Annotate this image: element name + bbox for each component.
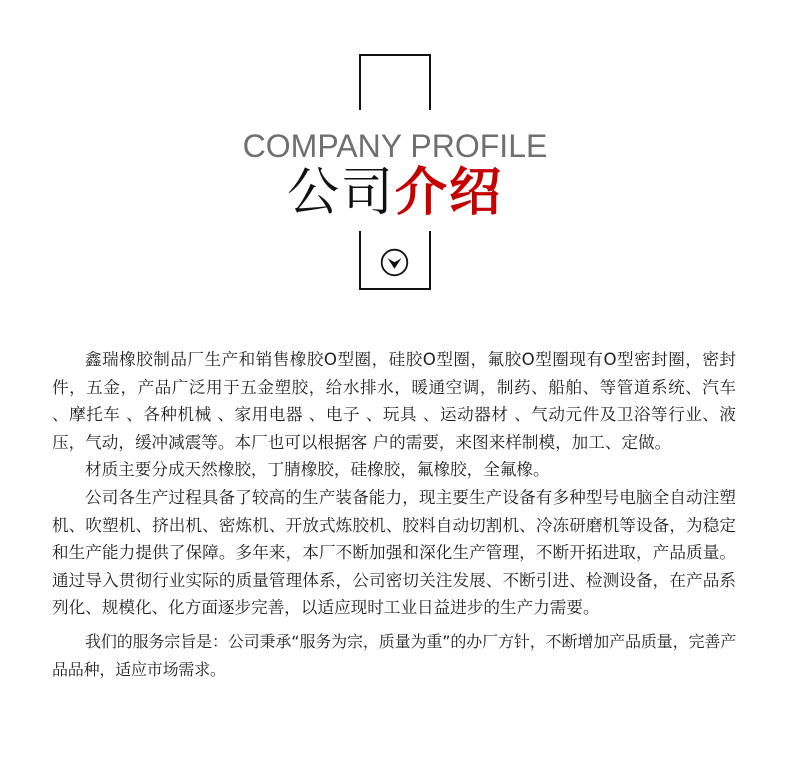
chevron-down-circle-icon[interactable] — [380, 248, 409, 277]
paragraph-intro: 鑫瑞橡胶制品厂生产和销售橡胶O型圈，硅胶O型圈，氟胶O型圈现有O型密封圈，密封件，五金，产品广泛用于五金塑胶，给水排水，暖通空调，制药、船舶、等管道系统、汽车 、摩托车 、各种机械 、家用电器 、电子 、玩具 、运动器材 、气动元件及卫浴等行业、液压，气动，缓冲减震等。本厂也可以根据客 户的需要，来图来样制模，加工、定做。 — [52, 350, 736, 452]
section-subtitle-en: COMPANY PROFILE — [242, 128, 548, 164]
paragraph-service-purpose: 我们的服务宗旨是：公司秉承“服务为宗，质量为重”的办厂方针，不断增加产品质量，完善产品品种，适应市场需求。 — [52, 631, 736, 679]
section-title-part1: 公司 — [286, 163, 395, 223]
section-title-part2-highlight: 介绍 — [395, 163, 504, 223]
decorative-frame-top — [359, 54, 431, 110]
company-description — [52, 346, 736, 684]
section-title — [0, 162, 790, 224]
paragraph-materials: 材质主要分成天然橡胶，丁腈橡胶，硅橡胶，氟橡胶，全氟橡。 — [85, 460, 550, 480]
paragraph-equipment: 公司各生产过程具备了较高的生产装备能力，现主要生产设备有多种型号电脑全自动注塑机、吹塑机、挤出机、密炼机、开放式炼胶机、胶料自动切割机、冷冻研磨机等设备，为稳定和生产能力提供了保障。多年来，本厂不断加强和深化生产管理，不断开拓进取，产品质量。通过导入贯彻行业实际的质量管理体系，公司密切关注发展、不断引进、检测设备，在产品系列化、规模化、化方面逐步完善，以适应现时工业日益进步的生产力需要。 — [52, 487, 736, 618]
